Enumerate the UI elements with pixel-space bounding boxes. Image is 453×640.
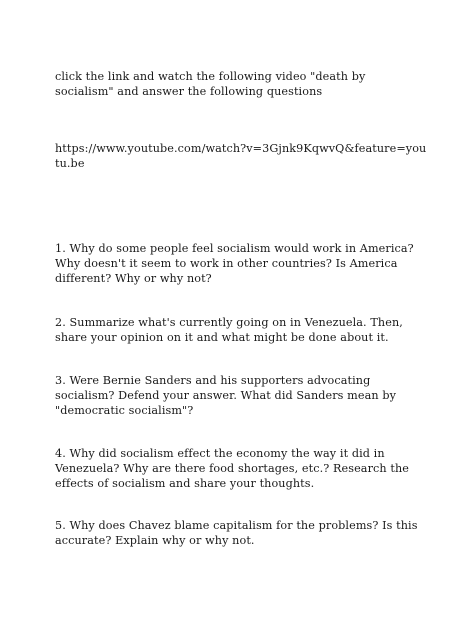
text-line: 1. Why do some people feel socialism would work in America? — [55, 242, 414, 255]
text-line: "democratic socialism"? — [55, 404, 194, 417]
question-1 — [55, 241, 414, 286]
link-line[interactable]: tu.be — [55, 157, 85, 170]
text-line: click the link and watch the following video "death by — [55, 70, 366, 83]
text-line: effects of socialism and share your thoughts. — [55, 477, 315, 490]
question-2 — [55, 315, 403, 345]
text-line: accurate? Explain why or why not. — [55, 534, 255, 547]
question-5 — [55, 518, 418, 548]
text-line: socialism" and answer the following questions — [55, 85, 323, 98]
instructions-paragraph — [55, 69, 400, 99]
link-line[interactable]: https://www.youtube.com/watch?v=3Gjnk9KqwvQ&feature=you — [55, 142, 427, 155]
question-4 — [55, 446, 409, 491]
text-line: 4. Why did socialism effect the economy the way it did in — [55, 447, 385, 460]
question-3 — [55, 373, 400, 418]
text-line: 2. Summarize what's currently going on in Venezuela. Then, — [55, 316, 403, 329]
text-line: socialism? Defend your answer. What did Sanders mean by — [55, 389, 397, 402]
text-line: different? Why or why not? — [55, 272, 212, 285]
text-line: 5. Why does Chavez blame capitalism for the problems? Is this — [55, 519, 418, 532]
video-link[interactable] — [55, 141, 427, 171]
text-line: share your opinion on it and what might be done about it. — [55, 331, 389, 344]
text-line: 3. Were Bernie Sanders and his supporters advocating — [55, 374, 371, 387]
text-line: Why doesn't it seem to work in other countries? Is America — [55, 257, 398, 270]
text-line: Venezuela? Why are there food shortages, etc.? Research the — [55, 462, 409, 475]
